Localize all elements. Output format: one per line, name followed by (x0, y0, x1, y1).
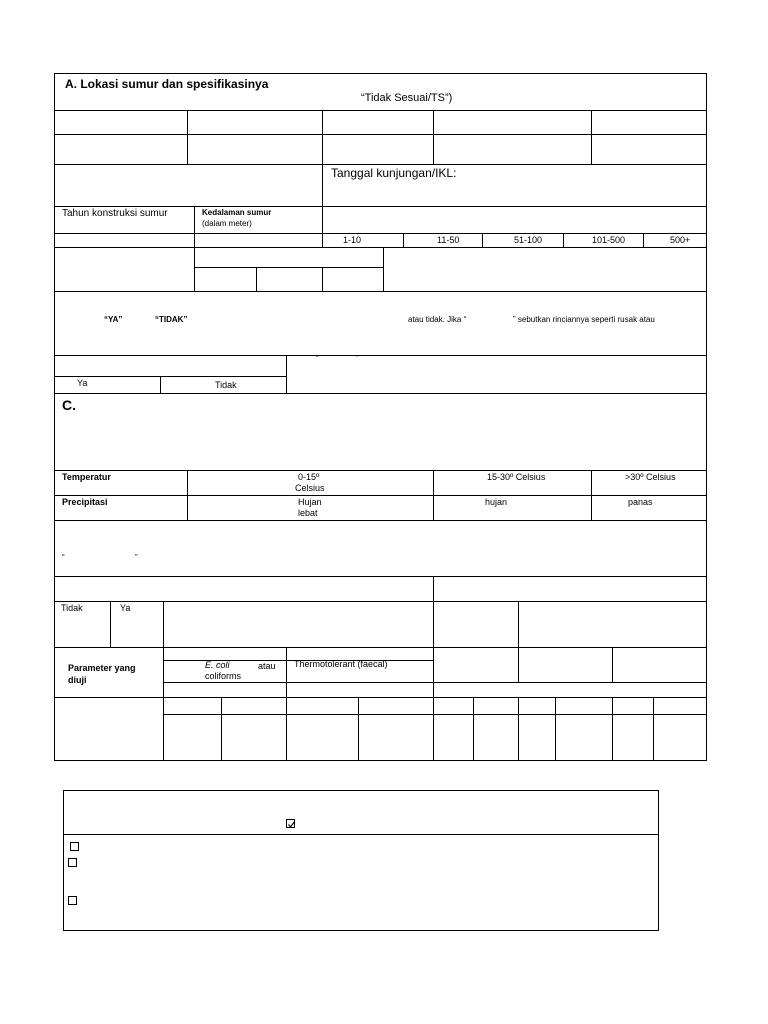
temperature-option-2[interactable]: 15-30º Celsius (487, 472, 546, 482)
location-field-4[interactable] (434, 111, 590, 133)
section-c-quote-left: “ (62, 553, 65, 562)
precipitation-option-2[interactable]: hujan (485, 497, 508, 507)
construction-year-label: Tahun konstruksi sumur (62, 208, 168, 219)
visit-date-field[interactable] (460, 165, 705, 205)
depth-range-3[interactable]: 51-100 (514, 235, 543, 245)
precipitation-option-1a[interactable]: Hujan (298, 497, 322, 507)
atau-label: atau (258, 661, 276, 671)
location-field-3[interactable] (323, 111, 432, 133)
parameter-label-2: diuji (68, 675, 87, 685)
section-a-subtitle: “Tidak Sesuai/TS”) (361, 92, 453, 104)
lab-ya-option[interactable]: Ya (120, 603, 131, 613)
well-depth-label: Kedalaman sumur (202, 208, 272, 217)
precipitation-option-1b: lebat (298, 508, 318, 518)
question-tail-2: ” sebutkan rinciannya seperti rusak atau (513, 315, 655, 324)
location-field-1[interactable] (55, 111, 186, 133)
depth-range-2[interactable]: 11-50 (437, 235, 460, 245)
location-field-2[interactable] (188, 111, 321, 133)
location-field-5[interactable] (592, 111, 706, 133)
question-ya: “YA” (104, 315, 123, 324)
section-c-title: C. (62, 397, 76, 413)
question-tidak: “TIDAK” (155, 315, 188, 324)
ecoli-label: E. coli (205, 660, 230, 670)
well-depth-unit: (dalam meter) (202, 219, 252, 228)
parameter-label-1: Parameter yang (68, 663, 136, 673)
answer-ya-option[interactable]: Ya (77, 378, 88, 388)
temperature-option-1a[interactable]: 0-15º (298, 472, 320, 482)
section-c-quote-right: ” (135, 553, 138, 562)
temperature-option-3[interactable]: >30º Celsius (625, 472, 676, 482)
answer-tidak-option[interactable]: Tidak (215, 380, 237, 390)
depth-range-1[interactable]: 1-10 (343, 235, 362, 245)
answer-quote-right: ” (356, 354, 359, 363)
answer-quote-left: “ (316, 354, 319, 363)
temperature-label: Temperatur (62, 472, 111, 482)
checkbox-icon[interactable] (68, 896, 77, 905)
precipitation-option-3[interactable]: panas (628, 497, 653, 507)
coliforms-label: coliforms (205, 671, 242, 681)
checkbox-icon[interactable] (70, 842, 79, 851)
checked-box-icon[interactable] (286, 819, 295, 828)
thermotolerant-label: Thermotolerant (faecal) (294, 659, 388, 669)
section-a-title: A. Lokasi sumur dan spesifikasinya (65, 77, 269, 91)
lab-tidak-option[interactable]: Tidak (61, 603, 83, 613)
checkbox-icon[interactable] (68, 858, 77, 867)
visit-date-label: Tanggal kunjungan/IKL: (331, 166, 457, 180)
temperature-option-1b: Celsius (295, 483, 325, 493)
question-tail-1: atau tidak. Jika “ (408, 315, 467, 324)
depth-range-4[interactable]: 101-500 (592, 235, 626, 245)
precipitation-label: Precipitasi (62, 497, 108, 507)
depth-range-5[interactable]: 500+ (670, 235, 691, 245)
